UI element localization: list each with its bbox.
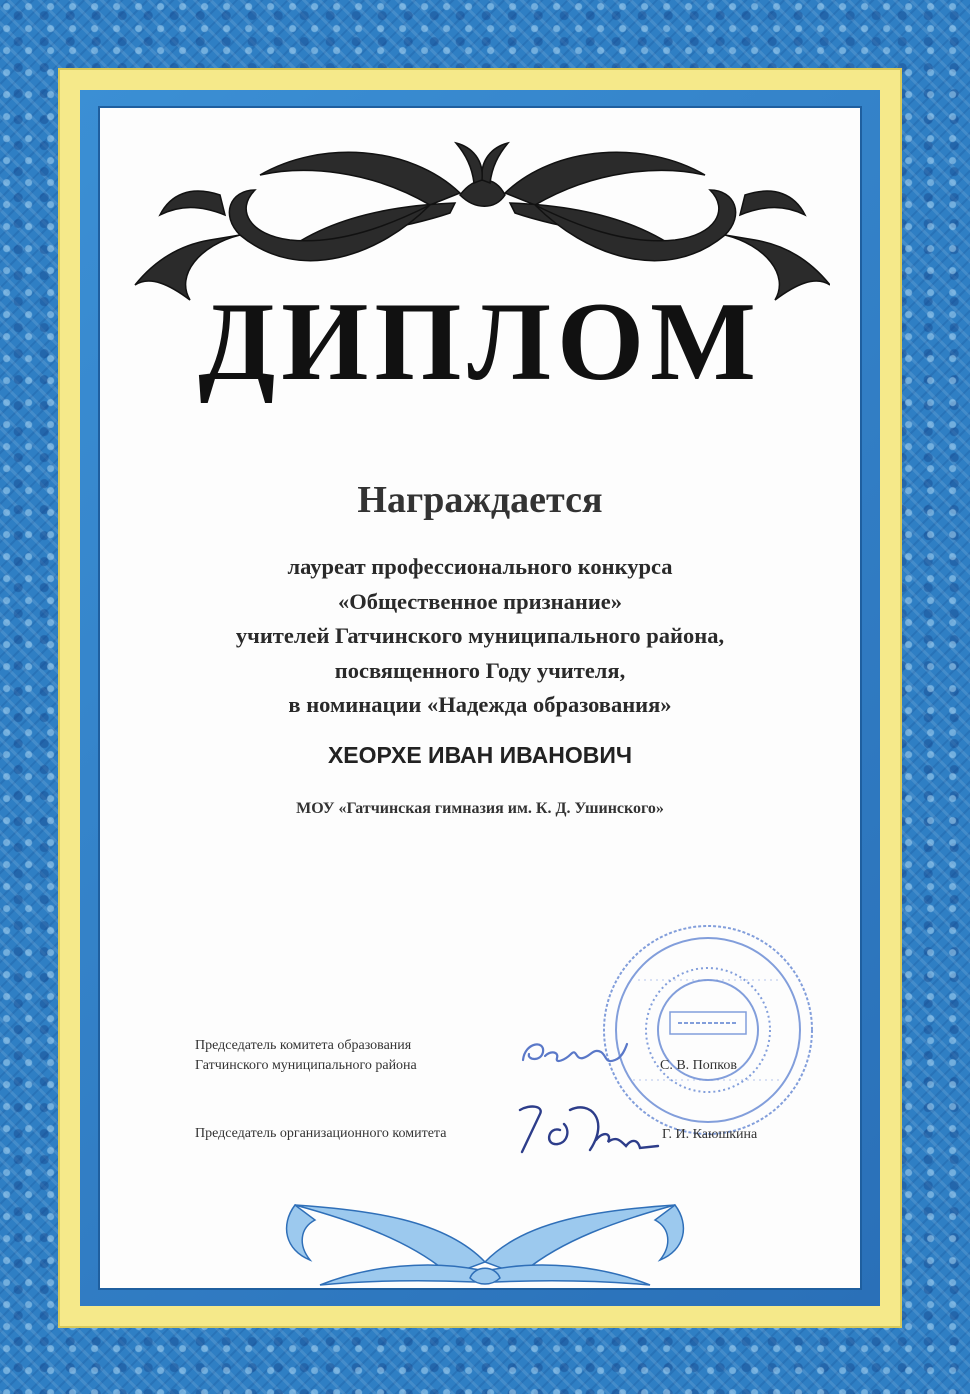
bottom-ornament-icon	[270, 1190, 700, 1300]
signature-1-icon	[515, 1030, 635, 1080]
signature-2-position-line: Председатель организационного комитета	[195, 1126, 447, 1141]
award-description	[100, 550, 860, 723]
recipient-name: ХЕОРХЕ ИВАН ИВАНОВИЧ	[327, 742, 633, 768]
signature-1-position-line: Председатель комитета образования	[195, 1038, 412, 1053]
signature-1-position	[195, 1036, 417, 1076]
signature-1-name: С. В. Попков	[660, 1058, 737, 1073]
description-line: «Общественное признание»	[337, 588, 623, 614]
description-line: посвященного Году учителя,	[334, 657, 626, 683]
description-line: в номинации «Надежда образования»	[288, 692, 672, 717]
signature-2-icon	[500, 1090, 670, 1165]
description-line: лауреат профессионального конкурса	[287, 554, 673, 579]
diploma-title: ДИПЛОМ	[198, 280, 762, 404]
signature-2-name: Г. И. Каюшкина	[662, 1127, 758, 1142]
signature-2-position	[195, 1124, 446, 1144]
signature-1-position-line: Гатчинского муниципального района	[195, 1058, 417, 1073]
description-line: учителей Гатчинского муниципального района,	[235, 623, 725, 648]
awarded-heading: Награждается	[357, 479, 603, 521]
recipient-school: МОУ «Гатчинская гимназия им. К. Д. Ушинского»	[296, 800, 664, 817]
